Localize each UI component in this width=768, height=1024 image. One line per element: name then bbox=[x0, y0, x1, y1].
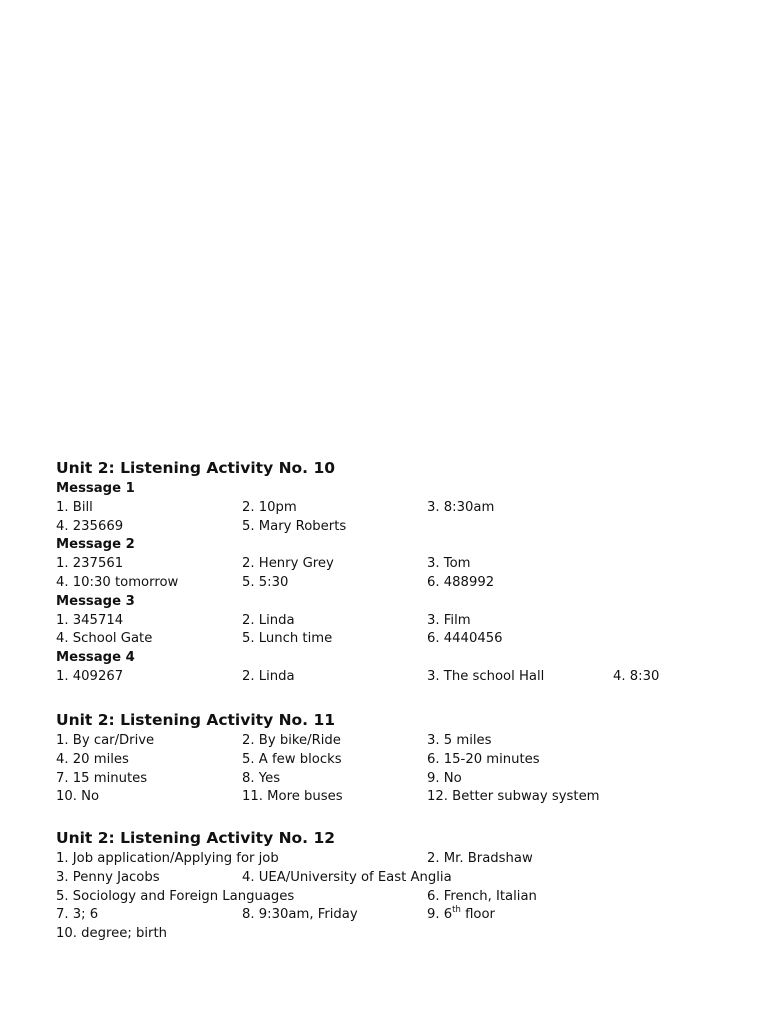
answer-cell: 3. Film bbox=[427, 612, 471, 628]
answer-row bbox=[56, 925, 756, 944]
answer-cell: 1. By car/Drive bbox=[56, 733, 155, 748]
answer-cell: 8. 9:30am, Friday bbox=[242, 907, 358, 923]
activity-10-title: Unit 2: Listening Activity No. 10 bbox=[56, 459, 336, 477]
answer-cell: 2. Linda bbox=[242, 668, 295, 684]
item-9-text: 9. 6 bbox=[427, 907, 453, 923]
answer-cell: 11. More buses bbox=[242, 789, 343, 805]
answer-cell: 6. 4440456 bbox=[427, 631, 503, 647]
answer-cell: 1. Job application/Applying for job bbox=[56, 851, 279, 866]
answer-row bbox=[56, 906, 756, 925]
ordinal-superscript: th bbox=[452, 905, 461, 915]
answer-cell: 1. 345714 bbox=[56, 612, 124, 628]
answer-cell: 2. Mr. Bradshaw bbox=[427, 851, 533, 866]
message-1-label: Message 1 bbox=[56, 481, 135, 496]
answer-cell: 8. Yes bbox=[242, 770, 281, 786]
answer-row bbox=[56, 630, 756, 649]
answer-cell: 2. By bike/Ride bbox=[242, 733, 341, 748]
answer-cell: 12. Better subway system bbox=[427, 789, 600, 805]
answer-cell: 4. 8:30 bbox=[613, 668, 660, 684]
answer-cell: 5. A few blocks bbox=[242, 751, 342, 767]
answer-cell: 5. Sociology and Foreign Languages bbox=[56, 888, 295, 904]
activity-11-title: Unit 2: Listening Activity No. 11 bbox=[56, 711, 336, 729]
answer-cell: 2. 10pm bbox=[242, 499, 297, 515]
answer-cell: 1. Bill bbox=[56, 499, 93, 515]
answer-cell: 4. 235669 bbox=[56, 518, 124, 534]
answer-cell: 4. UEA/University of East Anglia bbox=[242, 869, 452, 885]
answer-cell: 7. 3; 6 bbox=[56, 907, 99, 923]
answer-row bbox=[56, 574, 756, 593]
activity-12-section bbox=[56, 826, 756, 944]
item-9-suffix: floor bbox=[460, 907, 495, 923]
answer-row bbox=[56, 518, 756, 537]
message-2-label: Message 2 bbox=[56, 537, 135, 553]
answer-cell: 9. No bbox=[427, 770, 462, 786]
answer-row bbox=[56, 499, 756, 518]
message-3-label: Message 3 bbox=[56, 593, 135, 609]
answer-cell: 5. 5:30 bbox=[242, 574, 289, 590]
answer-cell: 2. Henry Grey bbox=[242, 556, 334, 572]
answer-cell: 10. No bbox=[56, 789, 100, 805]
answer-cell-item-9 bbox=[427, 906, 495, 925]
answer-cell: 1. 409267 bbox=[56, 668, 124, 684]
answer-row bbox=[56, 788, 756, 807]
answer-cell: 4. 10:30 tomorrow bbox=[56, 574, 179, 590]
answer-cell: 4. School Gate bbox=[56, 631, 153, 647]
answer-row bbox=[56, 888, 756, 907]
answer-row bbox=[56, 612, 756, 631]
answer-cell: 3. Tom bbox=[427, 556, 471, 572]
answer-row bbox=[56, 732, 756, 751]
answer-cell: 3. The school Hall bbox=[427, 668, 545, 684]
answer-cell: 3. Penny Jacobs bbox=[56, 869, 160, 885]
answer-cell: 3. 5 miles bbox=[427, 733, 492, 748]
activity-10-section bbox=[56, 456, 756, 687]
answer-cell: 7. 15 minutes bbox=[56, 770, 148, 786]
answer-row bbox=[56, 869, 756, 888]
answer-cell: 4. 20 miles bbox=[56, 751, 129, 767]
answer-row bbox=[56, 751, 756, 770]
answer-row bbox=[56, 770, 756, 789]
activity-11-section bbox=[56, 708, 756, 807]
answer-cell: 3. 8:30am bbox=[427, 499, 495, 515]
message-4-label: Message 4 bbox=[56, 650, 135, 666]
answer-cell: 6. 15-20 minutes bbox=[427, 751, 540, 767]
activity-12-title: Unit 2: Listening Activity No. 12 bbox=[56, 829, 336, 847]
answer-cell: 5. Mary Roberts bbox=[242, 518, 347, 534]
answer-cell: 1. 237561 bbox=[56, 556, 124, 572]
answer-row bbox=[56, 668, 756, 687]
answer-row bbox=[56, 555, 756, 574]
answer-row bbox=[56, 850, 756, 869]
answer-cell: 6. 488992 bbox=[427, 574, 495, 590]
answer-cell: 10. degree; birth bbox=[56, 926, 167, 942]
answer-cell: 2. Linda bbox=[242, 612, 295, 628]
answer-cell: 5. Lunch time bbox=[242, 631, 333, 647]
answer-cell: 6. French, Italian bbox=[427, 888, 537, 904]
